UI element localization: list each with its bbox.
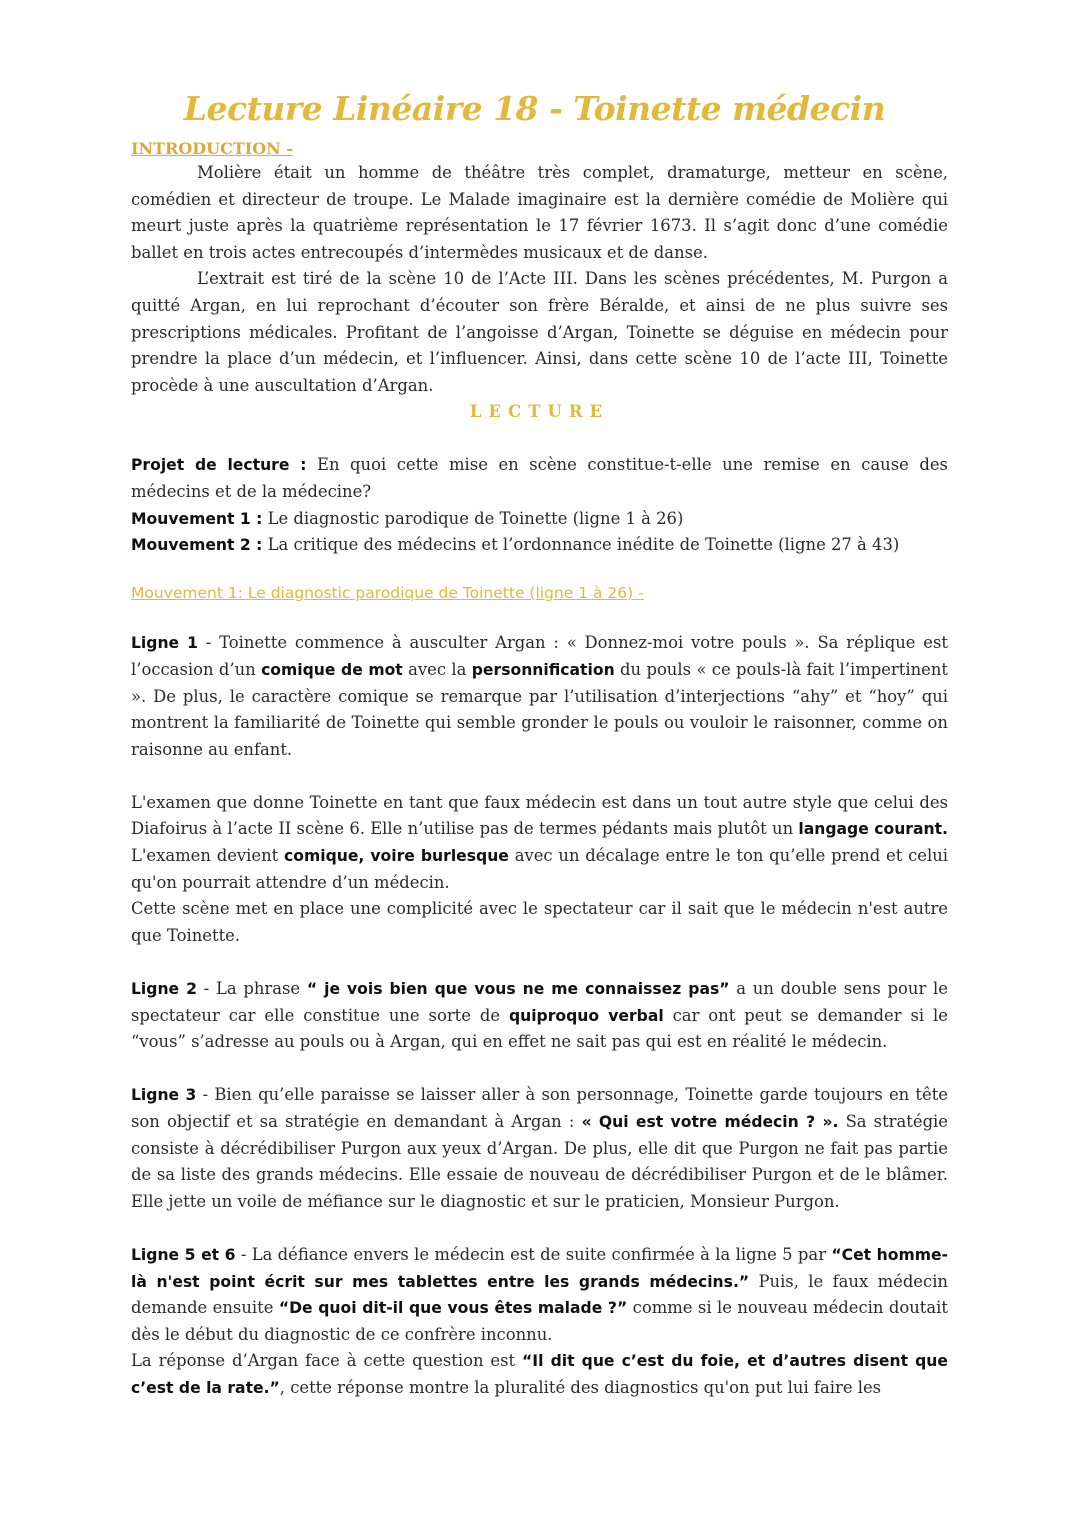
- ligne-2-text-2: a un double sens pour le spectateur car elle constitue une sorte de: [131, 979, 948, 1025]
- complicite-paragraph: Cette scène met en place une complicité avec le spectateur car il sait que le médecin n'est autre que Toinette.: [131, 899, 948, 945]
- examen-text-2: L'examen devient: [131, 846, 285, 866]
- ligne-3-bold-1: « Qui est votre médecin ? ».: [581, 1113, 839, 1131]
- mouvement-1-label: Mouvement 1 :: [131, 509, 263, 528]
- ligne-1-text-1: - Toinette commence à ausculter Argan : « Donnez-moi votre pouls ». Sa réplique est l’occasion d’un: [131, 633, 948, 679]
- document-page: [131, 86, 948, 1402]
- ligne-5-6-paragraph: [131, 1242, 948, 1348]
- ligne-1-bold-1: comique de mot: [261, 660, 403, 679]
- examen-text-1: L'examen que donne Toinette en tant que faux médecin est dans un tout autre style que celui des Diafoirus à l’acte II scène 6. Elle n’utilise pas de termes pédants mais plutôt un: [131, 792, 948, 839]
- ligne-3-text-2: Sa stratégie consiste à décrédibiliser Purgon aux yeux d’Argan. De plus, elle dit que Purgon ne fait pas partie de sa liste des grands médecins. Elle essaie de nouveau de décrédibiliser Purgon et de le blâmer. Elle jette un voile de méfiance sur le diagnostic et sur le praticien, Monsieur Purgon.: [131, 1112, 949, 1211]
- ligne-3-label: Ligne 3: [131, 1086, 197, 1105]
- ligne-2-label: Ligne 2: [131, 980, 197, 999]
- examen-text-3: avec un décalage entre le ton qu’elle prend et celui qu'on pourrait attendre d’un médecin.: [131, 846, 948, 892]
- projet-de-lecture: [131, 452, 948, 505]
- mouvement-1-line: [131, 506, 948, 533]
- intro-paragraph-1: Molière était un homme de théâtre très complet, dramaturge, metteur en scène, comédien et directeur de troupe. Le Malade imaginaire est la dernière comédie de Molière qui meurt juste après la quatrième représentation le 17 février 1673. Il s’agit donc d’une comédie ballet en trois actes entrecoupés d’intermèdes musicaux et de danse.: [131, 163, 948, 262]
- ligne-5-6-bold-2: “De quoi dit-il que vous êtes malade ?”: [278, 1299, 628, 1318]
- ligne-2-bold-1: “ je vois bien que vous ne me connaissez pas”: [306, 980, 730, 999]
- intro-paragraph-2: L’extrait est tiré de la scène 10 de l’Acte III. Dans les scènes précédentes, M. Purgon a quitté Argan, en lui reprochant d’écouter son frère Béralde, et ainsi de ne plus suivre ses prescriptions médicales. Profitant de l’angoisse d’Argan, Toinette se déguise en médecin pour prendre la place d’un médecin, et l’influencer. Ainsi, dans cette scène 10 de l’acte III, Toinette procède à une auscultation d’Argan.: [131, 269, 948, 395]
- ligne-1-label: Ligne 1: [131, 634, 198, 653]
- projet-label: Projet de lecture :: [131, 456, 307, 475]
- reponse-bold-1: “Il dit que c’est du foie, et d’autres disent que c’est de la rate.”: [131, 1352, 948, 1397]
- ligne-1-paragraph: [131, 630, 948, 763]
- ligne-2-text-1: - La phrase: [196, 979, 307, 999]
- ligne-1-bold-2: personnification: [471, 660, 615, 679]
- ligne-3-paragraph: [131, 1082, 948, 1215]
- mouvement-2-text: La critique des médecins et l’ordonnance inédite de Toinette (ligne 27 à 43): [262, 535, 900, 555]
- mouvement-1-heading: Mouvement 1: Le diagnostic parodique de Toinette (ligne 1 à 26) -: [131, 583, 644, 602]
- page-title: Lecture Linéaire 18 - Toinette médecin: [183, 89, 886, 128]
- ligne-5-6-text-3: comme si le nouveau médecin doutait dès le début du diagnostic de ce confrère inconnu.: [131, 1298, 948, 1344]
- ligne-1-text-3: du pouls « ce pouls-là fait l’impertinent ». De plus, le caractère comique se remarque par l’utilisation d’interjections “ahy” et “hoy” qui montrent la familiarité de Toinette qui semble gronder le pouls ou vouloir le raisonner, comme on raisonne au enfant.: [131, 659, 948, 759]
- ligne-5-6-text-1: - La défiance envers le médecin est de suite confirmée à la ligne 5 par: [235, 1244, 832, 1264]
- reponse-text-2: , cette réponse montre la pluralité des diagnostics qu'on put lui faire les: [279, 1377, 882, 1397]
- ligne-2-bold-2: quiproquo verbal: [508, 1006, 664, 1025]
- projet-text: En quoi cette mise en scène constitue-t-elle une remise en cause des médecins et de la médecine?: [131, 455, 948, 501]
- mouvement-2-label: Mouvement 2 :: [131, 536, 263, 555]
- ligne-2-text-3: car ont peut se demander si le “vous” s’adresse au pouls ou à Argan, qui en effet ne sait pas qui est en réalité le médecin.: [131, 1005, 948, 1052]
- examen-paragraph: [131, 790, 948, 896]
- reponse-text-1: La réponse d’Argan face à cette question est: [131, 1351, 523, 1371]
- examen-bold-2: comique, voire burlesque: [284, 847, 509, 866]
- ligne-5-6-text-2: Puis, le faux médecin demande ensuite: [131, 1271, 948, 1318]
- ligne-3-text-1: - Bien qu’elle paraisse se laisser aller à son personnage, Toinette garde toujours en tête son objectif et sa stratégie en demandant à Argan :: [131, 1085, 948, 1131]
- ligne-5-6-bold-1: “Cet homme-là n'est point écrit sur mes tablettes entre les grands médecins.”: [131, 1245, 949, 1291]
- lecture-label: LECTURE: [469, 402, 610, 422]
- ligne-5-6-label: Ligne 5 et 6: [131, 1245, 236, 1264]
- mouvement-2-line: [131, 532, 948, 559]
- examen-bold-1: langage courant.: [798, 820, 948, 839]
- reponse-argan-paragraph: [131, 1348, 948, 1401]
- mouvement-1-text: Le diagnostic parodique de Toinette (ligne 1 à 26): [262, 508, 684, 528]
- ligne-2-paragraph: [131, 976, 948, 1056]
- ligne-1-text-2: avec la: [402, 659, 472, 679]
- introduction-heading: INTRODUCTION -: [131, 139, 293, 158]
